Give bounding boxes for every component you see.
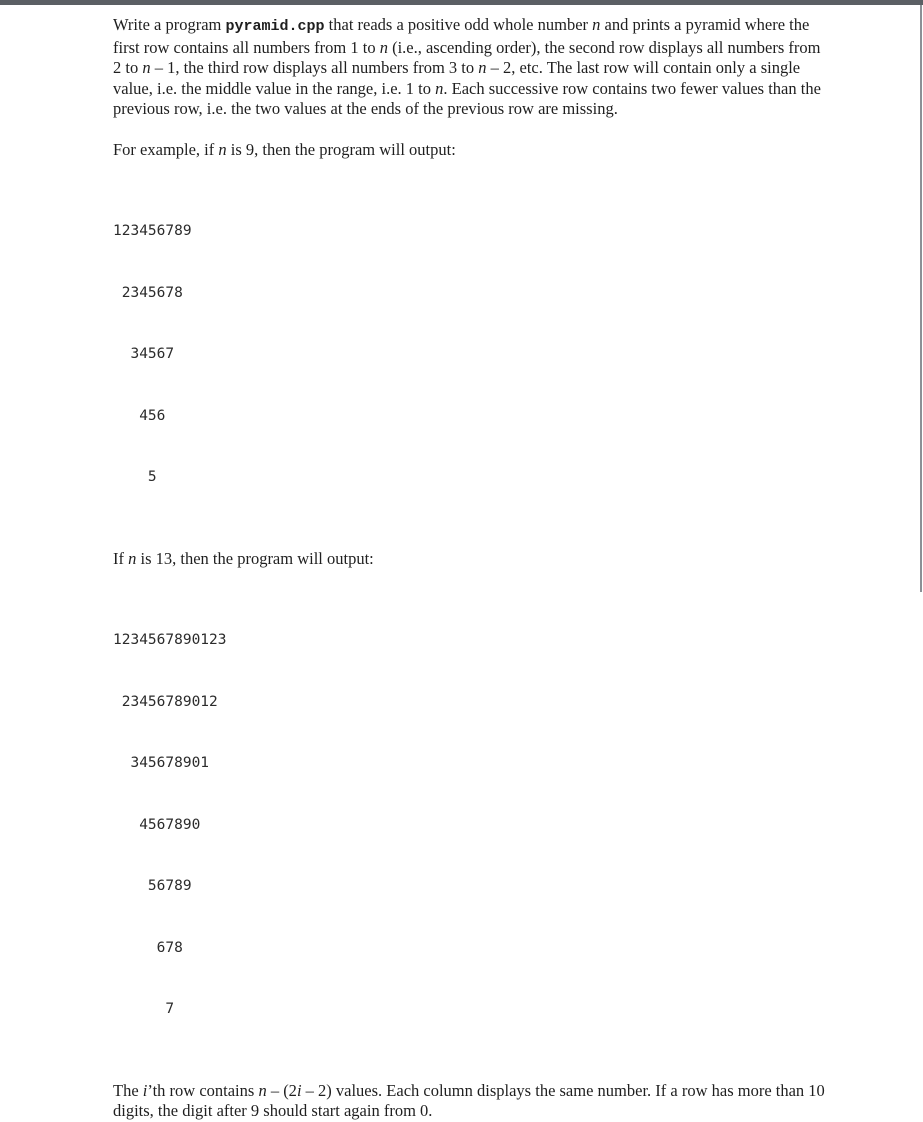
problem-content (113, 15, 828, 1122)
intro-text: . Each successive row contains two fewer values than the previous row, i.e. the two values at the ends of the previous row are missing. (113, 78, 821, 118)
var-n: n (435, 78, 444, 98)
output-row: 2345678 (113, 284, 183, 301)
example-text: If (113, 548, 129, 568)
footer-text: – 2) values. Each column displays the same number. If a row has more than 10 digits, the digit after 9 should start again from 0. (113, 1080, 825, 1120)
var-n: n (128, 548, 137, 568)
example1-intro (113, 140, 828, 161)
problem-description (113, 15, 828, 120)
intro-text: – 1, the third row displays all numbers from 3 to (150, 58, 479, 77)
output-row: 345678901 (113, 755, 210, 771)
var-n: n (478, 58, 487, 77)
intro-text: Write a program (113, 15, 222, 34)
output-row: 4567890 (113, 816, 201, 833)
example-text: is 13, then the program will output: (136, 548, 374, 568)
footer-text: The (113, 1080, 143, 1100)
intro-text: – 2, etc. The last row will contain only a single value, i.e. the middle value in the range, i.e. 1 to (113, 58, 801, 98)
example2-output (113, 589, 828, 1061)
output-row: 56789 (113, 878, 192, 894)
var-i: i (142, 1080, 148, 1100)
example-text: is 9, then the program will output: (226, 139, 456, 159)
row-count-explanation (113, 1081, 828, 1122)
var-n: n (218, 139, 227, 159)
footer-text: ’th row contains (147, 1080, 259, 1100)
var-i: i (296, 1080, 302, 1100)
intro-text: (i.e., ascending order), the second row displays all numbers from 2 to (113, 37, 821, 77)
output-row: 678 (113, 939, 183, 956)
document-panel (0, 5, 922, 1120)
output-row: 23456789012 (113, 693, 218, 710)
var-n: n (379, 37, 388, 57)
example2-intro (113, 549, 828, 570)
example1-output (113, 180, 828, 529)
footer-text: – (2 (266, 1080, 297, 1100)
filename-code: pyramid.cpp (225, 18, 325, 35)
intro-text: that reads a positive odd whole number (324, 15, 593, 34)
var-n: n (142, 58, 151, 77)
var-n: n (258, 1080, 267, 1100)
output-row: 34567 (113, 346, 175, 362)
intro-text: and prints a pyramid where the first row contains all numbers from 1 to (113, 15, 810, 57)
var-n: n (592, 15, 601, 34)
output-row: 1234567890123 (113, 632, 227, 648)
output-row: 123456789 (113, 223, 192, 239)
example-text: For example, if (113, 139, 219, 159)
output-row: 5 (113, 469, 157, 485)
output-row: 456 (113, 407, 166, 424)
output-row: 7 (113, 1001, 175, 1017)
